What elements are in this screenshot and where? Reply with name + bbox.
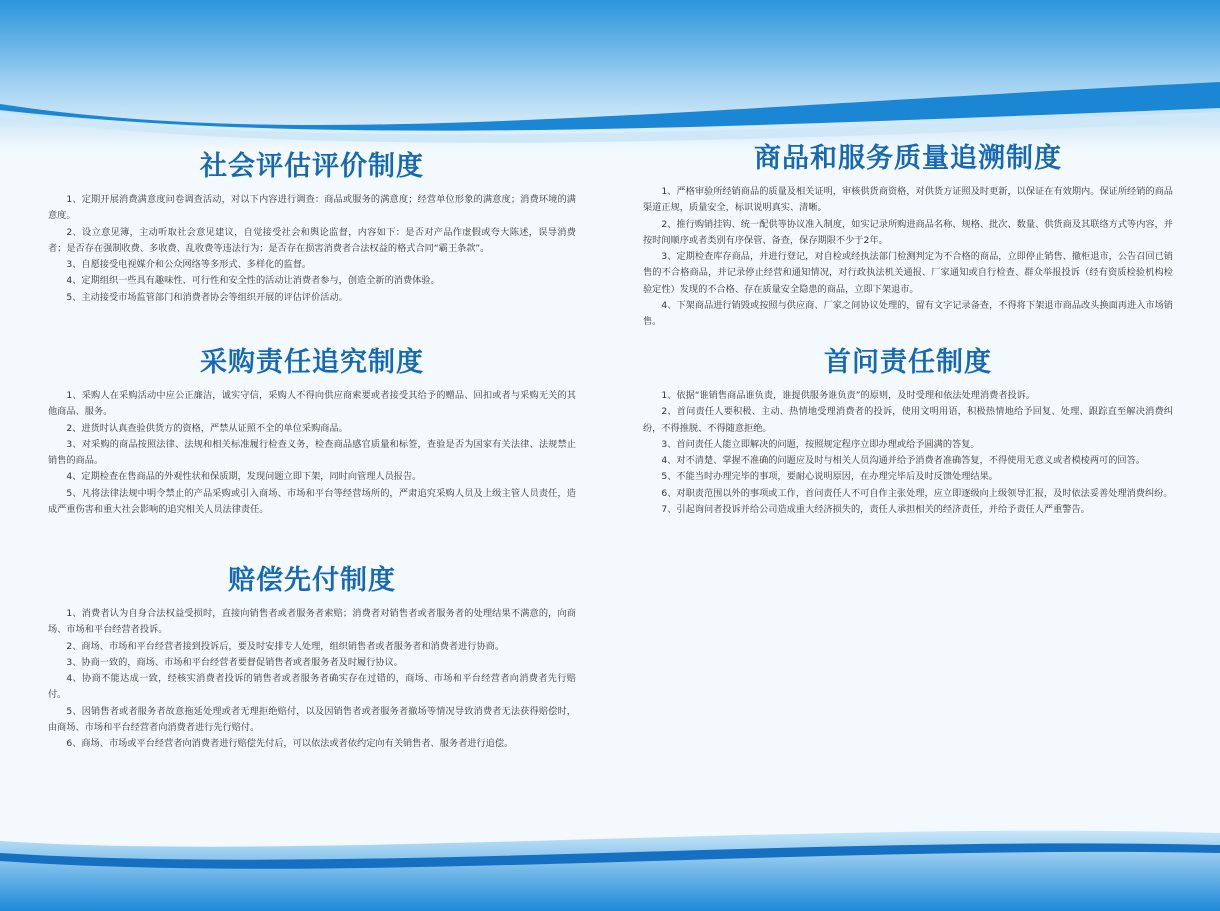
section-title: 赔偿先付制度 [228,565,396,596]
section-quality-traceability [643,142,1173,331]
section-item: 4、定期组织一些具有趣味性、可行性和安全性的活动让消费者参与，创造全新的消费体验。 [66,275,440,287]
section-title: 商品和服务质量追溯制度 [754,143,1062,174]
section-title: 采购责任追究制度 [200,347,424,378]
top-blue-wave-banner [0,0,1220,150]
section-first-inquiry-responsibility [643,346,1173,518]
section-item: 4、下架商品进行销毁或按照与供应商、厂家之间协议处理的，留有文字记录备查，不得将下架退市商品改头换面再进入市场销售。 [643,300,1173,328]
section-item: 2、首问责任人要积极、主动、热情地受理消费者的投诉，使用文明用语，积极热情地给予回复、处理、跟踪直至解决消费纠纷，不得推脱、不得随意拒绝。 [643,406,1173,434]
section-item: 2、进货时认真查验供货方的资格，严禁从证照不全的单位采购商品。 [66,422,348,434]
section-item: 4、协商不能达成一致，经核实消费者投诉的销售者或者服务者确实存在过错的，商场、市场和平台经营者向消费者先行赔付。 [48,673,576,701]
bottom-blue-wave-banner [0,811,1220,911]
section-item: 4、定期检查在售商品的外观性状和保质期，发现问题立即下架，同时向管理人员报告。 [66,471,422,483]
section-item: 7、引起询问者投诉并给公司造成重大经济损失的，责任人承担相关的经济责任，并给予责任人严重警告。 [661,504,1090,516]
section-item: 5、不能当时办理完毕的事项，要耐心说明原因，在办理完毕后及时反馈处理结果。 [661,471,998,483]
section-item: 1、依据“谁销售商品谁负责，谁提供服务谁负责”的原则，及时受理和依法处理消费者投诉。 [661,390,1036,401]
section-item: 2、商场、市场和平台经营者接到投诉后，要及时安排专人处理，组织销售者或者服务者和消费者进行协商。 [66,640,505,652]
section-item: 1、消费者认为自身合法权益受损时，直接向销售者或者服务者索赔；消费者对销售者或者服务者的处理结果不满意的，向商场、市场和平台经营者投诉。 [48,608,576,636]
section-item: 3、定期检查库存商品，并进行登记，对自检或经执法部门检测判定为不合格的商品，立即停止销售、撤柜退市，公告召回已销售的不合格商品，并记录停止经营和通知情况，对行政执法机关通报、厂家通知或自行检查、群众举报投诉（经有资质检验机构检验定性）发现的不合格、存在质量安全隐患的商品，立即下架退市。 [643,251,1173,295]
section-item: 3、协商一致的，商场、市场和平台经营者要督促销售者或者服务者及时履行协议。 [66,656,403,668]
section-item: 6、对职责范围以外的事项或工作，首问责任人不可自作主张处理，应立即逐级向上级领导汇报，及时依法妥善处理消费纠纷。 [661,487,1173,499]
section-item: 3、对采购的商品按照法律、法规和相关标准履行检查义务，检查商品感官质量和标签，查验是否为国家有关法律、法规禁止销售的商品。 [48,438,576,467]
section-item: 6、商场、市场或平台经营者向消费者进行赔偿先付后，可以依法或者依约定向有关销售者、服务者进行追偿。 [66,738,514,750]
section-item: 2、推行购销挂钩、统一配供等协议准入制度，如实记录所购进商品名称、规格、批次、数量、供货商及其联络方式等内容，并按时间顺序或者类别有序保管、备查，保存期限不少于2年。 [643,218,1173,246]
section-title: 首问责任制度 [824,347,992,378]
section-item: 2、设立意见簿，主动听取社会意见建议，自觉接受社会和舆论监督，内容如下：是否对产品作虚假或夸大陈述，误导消费者；是否存在强制收费、多收费、乱收费等违法行为；是否存在损害消费者合法权益的格式合同“霸王条款”。 [48,226,576,254]
section-item: 5、因销售者或者服务者故意拖延处理或者无理拒绝赔付，以及因销售者或者服务者撤场等情况导致消费者无法获得赔偿时，由商场、市场和平台经营者向消费者进行先行赔付。 [48,705,576,734]
section-item: 3、首问责任人能立即解决的问题，按照规定程序立即办理或给予圆满的答复。 [661,438,980,450]
section-item: 4、对不清楚、掌握不准确的问题应及时与相关人员沟通并给予消费者准确答复，不得使用无意义或者模棱两可的回答。 [661,455,1145,467]
section-item: 5、主动接受市场监管部门和消费者协会等组织开展的评估评价活动。 [66,291,348,303]
section-advance-compensation [48,564,576,753]
section-item: 1、定期开展消费满意度问卷调查活动，对以下内容进行调查：商品或服务的满意度；经营单位形象的满意度；消费环境的满意度。 [48,194,576,222]
section-item: 1、严格审验所经销商品的质量及相关证明，审核供货商资格，对供货方证照及时更新，以保证在有效期内。保证所经销的商品渠道正规，质量安全，标识说明真实、清晰。 [643,186,1173,214]
section-item: 1、采购人在采购活动中应公正廉洁，诚实守信，采购人不得向供应商索要或者接受其给予的赠品、回扣或者与采购无关的其他商品、服务。 [48,390,576,418]
section-item: 3、自愿接受电视媒介和公众网络等多形式、多样化的监督。 [66,259,312,271]
section-social-evaluation [48,150,576,306]
section-title: 社会评估评价制度 [200,151,424,182]
section-procurement-accountability [48,346,576,518]
section-item: 5、凡将法律法规中明令禁止的产品采购或引入商场、市场和平台等经营场所的，严肃追究采购人员及上级主管人员责任，造成严重伤害和重大社会影响的追究相关人员法律责任。 [48,487,576,516]
